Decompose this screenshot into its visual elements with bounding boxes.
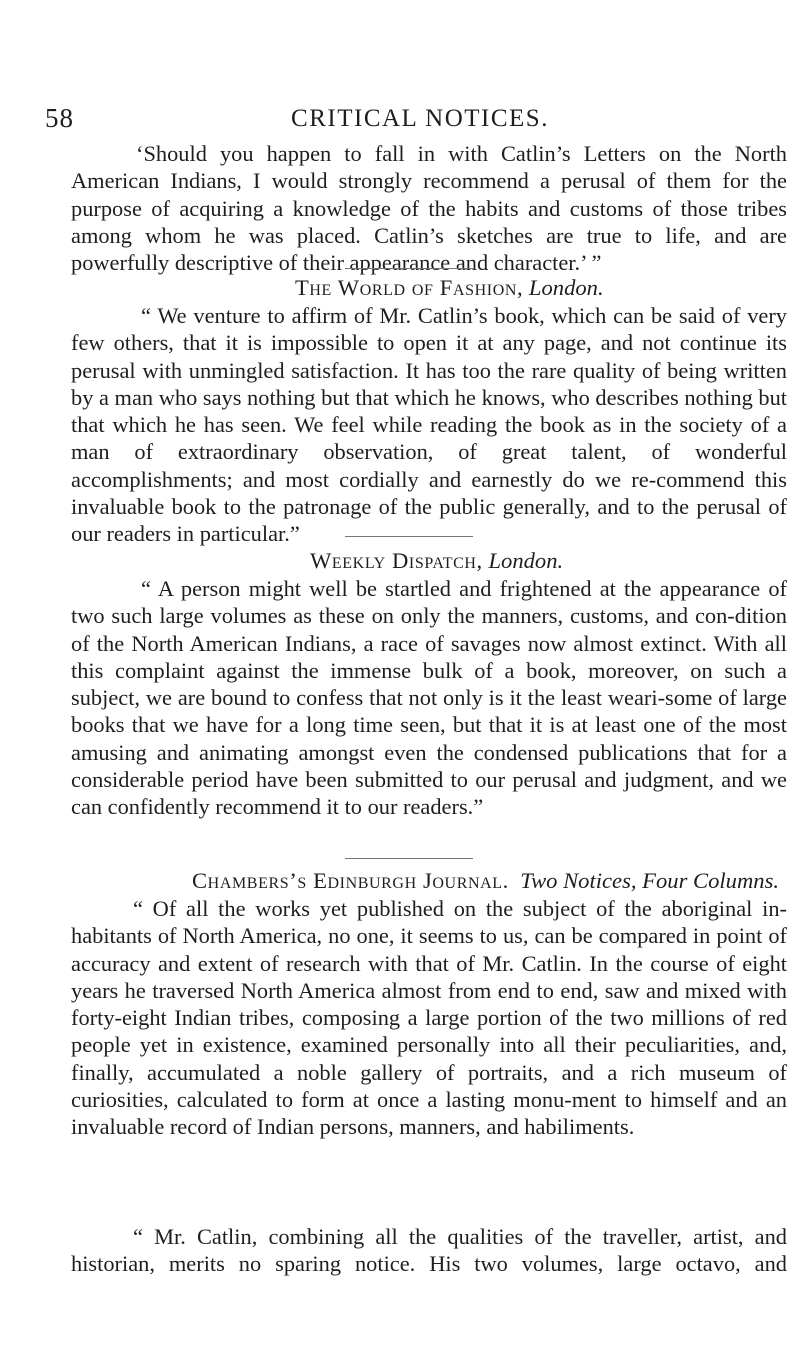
quote-continued: ‘Should you happen to fall in with Catlin’s Letters on the North American Indians, I would strongly recommend a perusal of them for the purpose of acquiring a knowledge of the habits and customs of those tribes among whom he was placed. Catlin’s sketches are true to life, and are powerfully descriptive of their appearance and character.’ ”: [71, 141, 787, 276]
source-place: London.: [528, 275, 604, 300]
source-place: London.: [488, 548, 564, 573]
running-title: CRITICAL NOTICES.: [291, 105, 549, 132]
page-number: 58: [45, 103, 74, 133]
notice-source-1: [295, 274, 604, 302]
source-name: The World of Fashion,: [295, 275, 524, 300]
page-header: [0, 103, 800, 139]
notice-paragraph-2: “ A person might well be startled and frightened at the appearance of two such large volumes as these on only the manners, customs, and con-dition of the North American Indians, a race of savages now almost extinct. With all this complaint against the immense bulk of a book, moreover, on such a subject, we are bound to confess that not only is it the least weari-some of large books that we have for a long time seen, but that it is at least one of the most amusing and animating amongst even the condensed publications that for a considerable period have been submitted to our perusal and judgment, and we can confidently recommend it to our readers.”: [71, 576, 787, 820]
notice-paragraph-3: “ Of all the works yet published on the subject of the aboriginal in-habitants of North America, no one, it seems to us, can be compared in point of accuracy and extent of research with that of Mr. Catlin. In the course of eight years he traversed North America almost from end to end, saw and mixed with forty-eight Indian tribes, composing a large portion of the two millions of red people yet in existence, examined personally into all their peculiarities, and, finally, accumulated a noble gallery of portraits, and a rich museum of curiosities, calculated to form at once a lasting monu-ment to himself and an invaluable record of Indian persons, manners, and habiliments.: [71, 896, 787, 1140]
divider: [345, 268, 473, 269]
divider: [345, 536, 473, 537]
notice-paragraph-1: “ We venture to affirm of Mr. Catlin’s book, which can be said of very few others, that it is impossible to open it at any page, and not continue its perusal with unmingled satisfaction. It has too the rare quality of being written by a man who says nothing but that which he knows, who describes nothing but that which he has seen. We feel while reading the book as in the society of a man of extraordinary observation, of great talent, of wonderful accomplishments; and most cordially and earnestly do we re-commend this invaluable book to the patronage of the public generally, and to the perusal of our readers in particular.”: [71, 303, 787, 547]
notice-paragraph-4: “ Mr. Catlin, combining all the qualities of the traveller, artist, and historian, merits no sparing notice. His two volumes, large octavo, and: [71, 1224, 787, 1277]
source-name: Chambers’s Edinburgh Journal.: [192, 868, 509, 893]
divider: [345, 858, 473, 859]
notice-source-2: [310, 547, 563, 575]
notice-source-3: [192, 867, 779, 895]
source-place: Two Notices, Four Columns.: [520, 868, 780, 893]
source-name: Weekly Dispatch,: [310, 548, 483, 573]
